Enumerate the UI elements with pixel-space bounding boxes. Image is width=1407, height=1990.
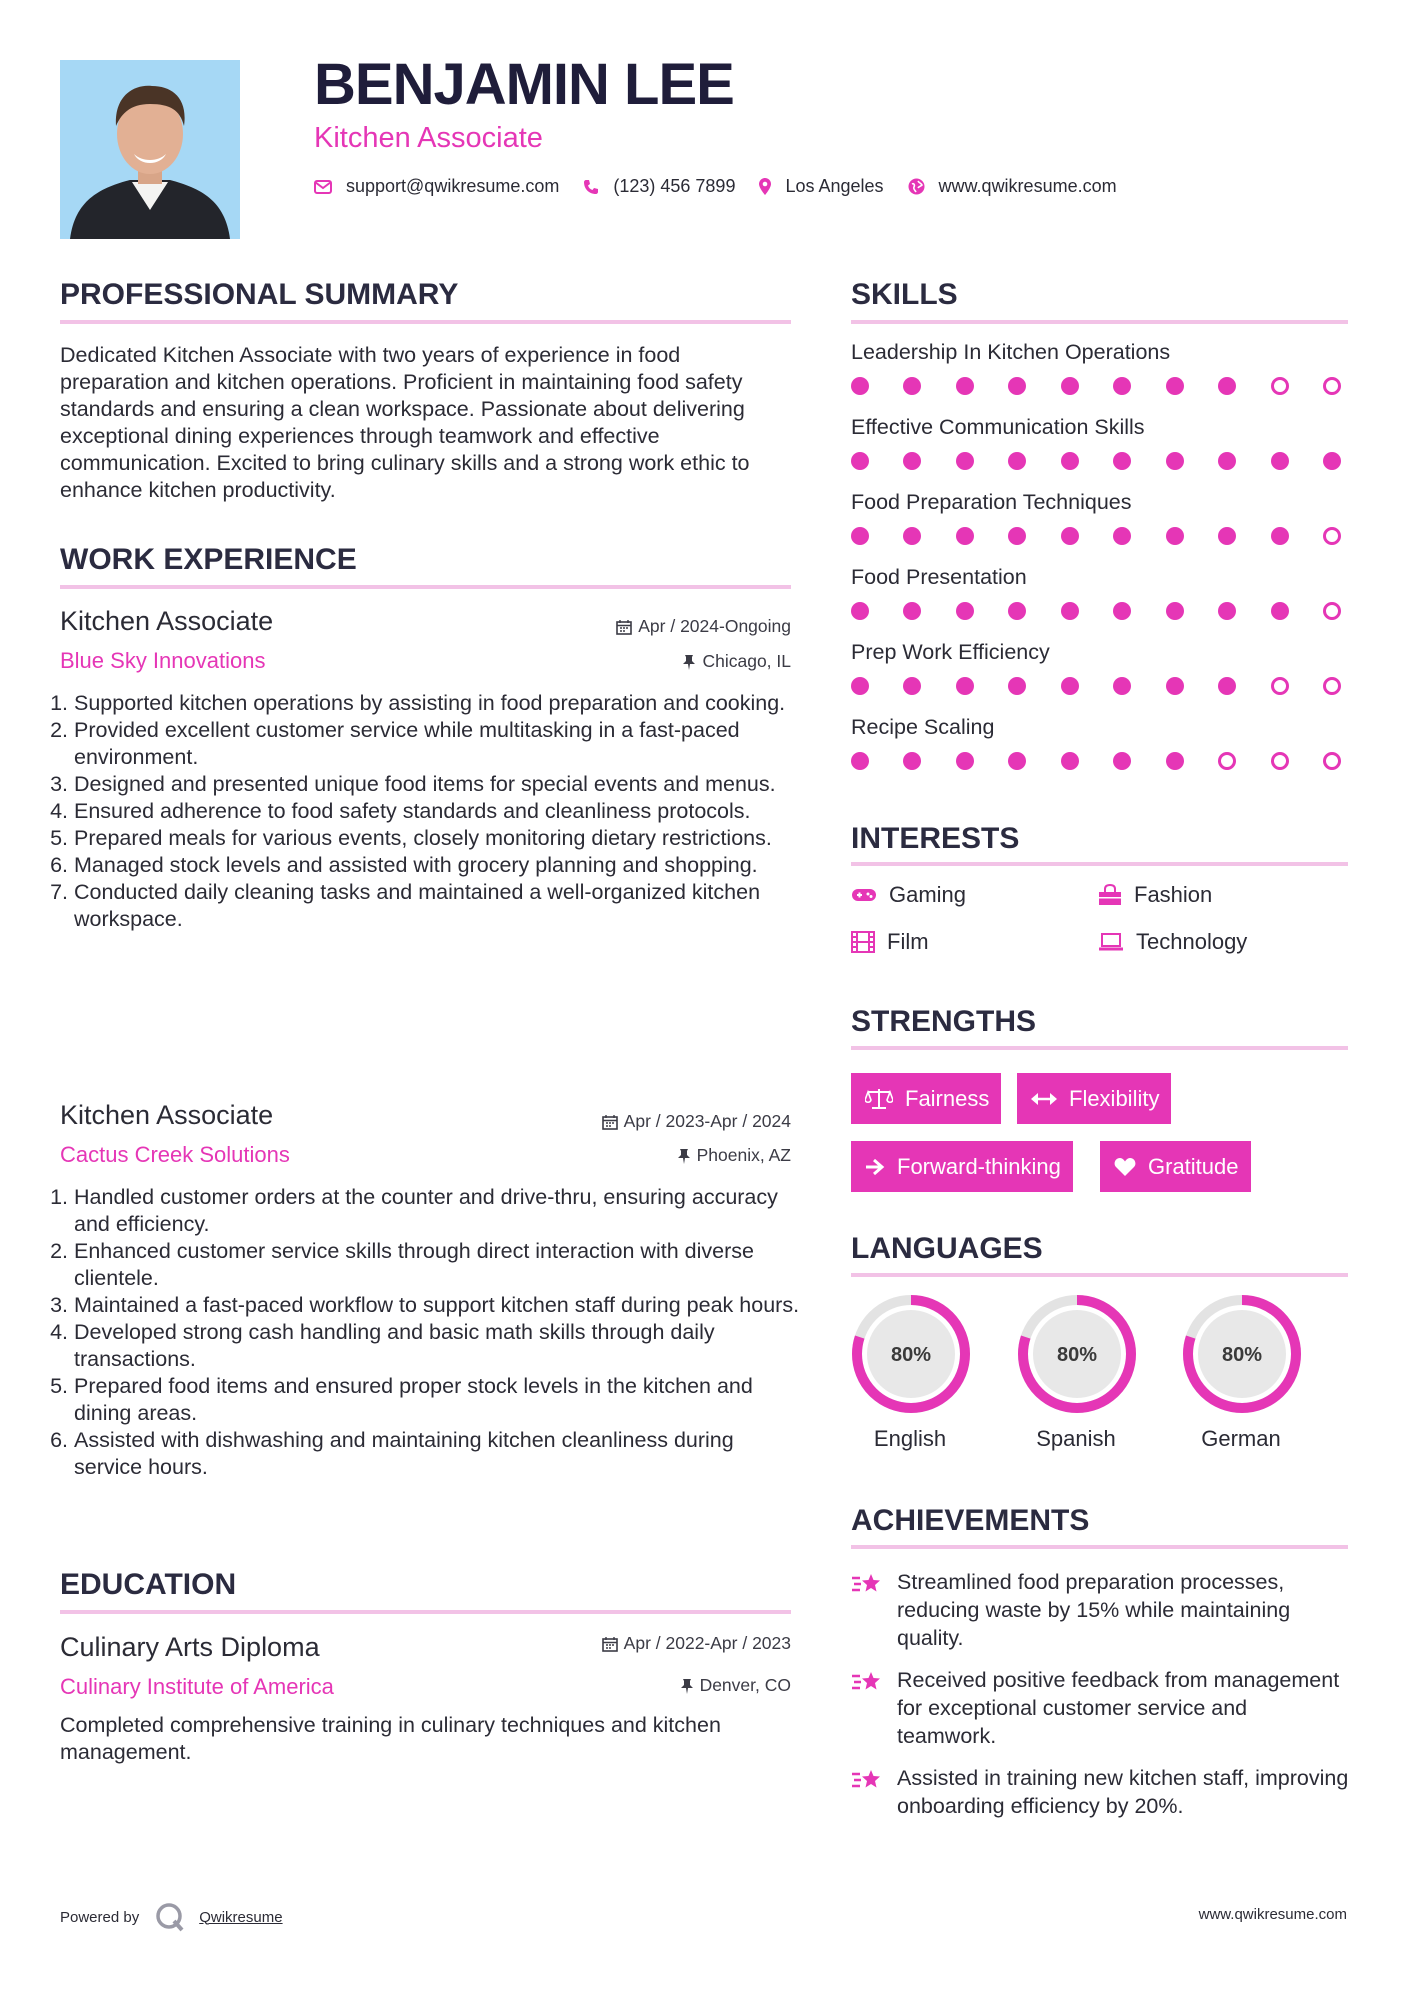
list-item: 7. Conducted daily cleaning tasks and maintained a well-organized kitchen workspace.: [74, 879, 794, 933]
rating-dot-filled: [1061, 752, 1079, 770]
achievements-list: [851, 1568, 1351, 1820]
skill-name: Food Presentation: [851, 565, 1027, 589]
rating-dot-filled: [1113, 377, 1131, 395]
list-item: 6. Managed stock levels and assisted with grocery planning and shopping.: [74, 852, 794, 879]
rating-dot-empty: [1218, 752, 1236, 770]
list-item: 6. Assisted with dishwashing and maintaining kitchen cleanliness during service hours.: [74, 1427, 804, 1481]
language-name: Spanish: [1036, 1426, 1116, 1451]
rating-dot-filled: [956, 377, 974, 395]
rating-dot-filled: [903, 377, 921, 395]
language-percent: 80%: [890, 1344, 932, 1366]
list-item: 1. Handled customer orders at the counter and drive-thru, ensuring accuracy and efficiency.: [74, 1184, 804, 1238]
list-item: 2. Enhanced customer service skills through direct interaction with diverse clientele.: [74, 1238, 804, 1292]
map-marker-icon: [759, 178, 771, 195]
list-item: 4. Developed strong cash handling and basic math skills through daily transactions.: [74, 1319, 804, 1373]
achievements-heading: ACHIEVEMENTS: [851, 1504, 1090, 1537]
list-item: 2. Provided excellent customer service while multitasking in a fast-paced environment.: [74, 717, 794, 771]
skill-rating: [851, 752, 1341, 770]
rating-dot-filled: [1218, 377, 1236, 395]
list-item: 4. Ensured adherence to food safety standards and cleanliness protocols.: [74, 798, 794, 825]
qwikresume-link[interactable]: Qwikresume: [199, 1908, 283, 1926]
rating-dot-empty: [1323, 602, 1341, 620]
experience-heading: WORK EXPERIENCE: [60, 543, 357, 576]
skills-divider: [851, 320, 1348, 324]
rating-dot-filled: [1166, 602, 1184, 620]
rating-dot-filled: [1113, 602, 1131, 620]
list-item: 5. Prepared meals for various events, closely monitoring dietary restrictions.: [74, 825, 794, 852]
rating-dot-filled: [1271, 527, 1289, 545]
heart-icon: [1114, 1157, 1136, 1177]
job-1-dates: Apr / 2024-Ongoing: [616, 616, 791, 637]
experience-divider: [60, 585, 791, 589]
education-school: Culinary Institute of America: [60, 1674, 334, 1699]
skill-item: [851, 640, 1351, 715]
qwikresume-logo-icon: [155, 1902, 185, 1932]
film-icon: [851, 931, 875, 953]
shooting-star-icon: [851, 1766, 883, 1794]
globe-icon: [908, 178, 925, 195]
rating-dot-filled: [851, 527, 869, 545]
pushpin-icon: [680, 1678, 694, 1694]
skill-item: [851, 490, 1351, 565]
list-item: 3. Designed and presented unique food items for special events and menus.: [74, 771, 794, 798]
pushpin-icon: [682, 654, 696, 670]
rating-dot-empty: [1323, 527, 1341, 545]
summary-heading: PROFESSIONAL SUMMARY: [60, 278, 459, 311]
languages-divider: [851, 1273, 1348, 1277]
job-1-role: Kitchen Associate: [60, 606, 274, 636]
calendar-icon: [602, 1114, 618, 1130]
rating-dot-filled: [1061, 602, 1079, 620]
skill-name: Food Preparation Techniques: [851, 490, 1132, 514]
education-description: Completed comprehensive training in culinary techniques and kitchen management.: [60, 1713, 721, 1764]
strength-flexibility: Flexibility: [1017, 1073, 1171, 1124]
rating-dot-filled: [851, 452, 869, 470]
job-2-duties: [56, 1184, 804, 1481]
rating-dot-filled: [903, 602, 921, 620]
rating-dot-filled: [1061, 377, 1079, 395]
envelope-icon: [314, 180, 332, 194]
rating-dot-filled: [1323, 452, 1341, 470]
rating-dot-filled: [956, 752, 974, 770]
rating-dot-filled: [1271, 602, 1289, 620]
rating-dot-filled: [851, 602, 869, 620]
job-1-company: Blue Sky Innovations: [60, 648, 266, 673]
rating-dot-filled: [1008, 527, 1026, 545]
rating-dot-empty: [1323, 752, 1341, 770]
footer-powered-by: Powered by Qwikresume: [60, 1902, 283, 1932]
job-2-dates: Apr / 2023-Apr / 2024: [602, 1111, 791, 1132]
rating-dot-filled: [903, 527, 921, 545]
rating-dot-filled: [903, 452, 921, 470]
footer-website[interactable]: www.qwikresume.com: [1198, 1906, 1347, 1923]
calendar-icon: [616, 619, 632, 635]
profile-photo: [60, 60, 240, 239]
rating-dot-filled: [1166, 677, 1184, 695]
education-divider: [60, 1610, 791, 1614]
rating-dot-filled: [1218, 527, 1236, 545]
rating-dot-empty: [1323, 677, 1341, 695]
rating-dot-filled: [1008, 677, 1026, 695]
contact-phone[interactable]: (123) 456 7899: [583, 176, 735, 197]
rating-dot-filled: [1166, 377, 1184, 395]
language-ring: [850, 1293, 972, 1415]
rating-dot-filled: [1271, 452, 1289, 470]
language-name: German: [1201, 1426, 1281, 1451]
rating-dot-filled: [1008, 752, 1026, 770]
rating-dot-filled: [1061, 452, 1079, 470]
rating-dot-filled: [1113, 452, 1131, 470]
skill-item: [851, 565, 1351, 640]
arrows-horizontal-icon: [1031, 1092, 1057, 1106]
achievements-divider: [851, 1545, 1348, 1549]
rating-dot-filled: [956, 677, 974, 695]
rating-dot-empty: [1271, 377, 1289, 395]
strengths-divider: [851, 1046, 1348, 1050]
skill-rating: [851, 527, 1341, 545]
contact-website[interactable]: www.qwikresume.com: [908, 176, 1117, 197]
language-ring: [1016, 1293, 1138, 1415]
rating-dot-filled: [1218, 452, 1236, 470]
languages-heading: LANGUAGES: [851, 1232, 1043, 1265]
phone-icon: [583, 179, 599, 195]
skill-item: [851, 715, 1351, 790]
interest-fashion: Fashion: [1098, 882, 1212, 908]
rating-dot-empty: [1323, 377, 1341, 395]
laptop-icon: [1098, 932, 1124, 952]
rating-dot-filled: [1008, 452, 1026, 470]
job-2-role: Kitchen Associate: [60, 1100, 274, 1130]
rating-dot-filled: [956, 602, 974, 620]
rating-dot-filled: [1061, 527, 1079, 545]
calendar-icon: [602, 1636, 618, 1652]
skill-name: Effective Communication Skills: [851, 415, 1145, 439]
interests-heading: INTERESTS: [851, 822, 1020, 855]
interest-film: Film: [851, 929, 929, 955]
interest-technology: Technology: [1098, 929, 1247, 955]
rating-dot-filled: [1113, 752, 1131, 770]
skill-name: Prep Work Efficiency: [851, 640, 1050, 664]
balance-scale-icon: [865, 1088, 893, 1110]
rating-dot-filled: [851, 677, 869, 695]
rating-dot-filled: [1113, 677, 1131, 695]
job-2-location: Phoenix, AZ: [677, 1145, 791, 1166]
strengths-heading: STRENGTHS: [851, 1005, 1037, 1038]
rating-dot-filled: [956, 527, 974, 545]
shooting-star-icon: [851, 1668, 883, 1696]
gamepad-icon: [851, 887, 877, 903]
skills-list: [851, 340, 1351, 790]
summary-text: Dedicated Kitchen Associate with two years of experience in food preparation and kitchen operations. Proficient in maintaining food safety standards and ensuring a clean workspace. Passionate about delivering exceptional dining experiences through teamwork and effective communication. Excited to bring culinary skills and a strong work ethic to enhance kitchen productivity.: [60, 343, 750, 502]
achievement-item: Received positive feedback from management for exceptional customer service and teamwork.: [851, 1666, 1351, 1750]
skill-rating: [851, 677, 1341, 695]
rating-dot-filled: [1061, 677, 1079, 695]
strength-forward-thinking: Forward-thinking: [851, 1141, 1073, 1192]
rating-dot-filled: [1166, 752, 1184, 770]
shopping-bag-icon: [1098, 884, 1122, 906]
achievement-item: Streamlined food preparation processes, reducing waste by 15% while maintaining quality.: [851, 1568, 1351, 1652]
rating-dot-filled: [1008, 602, 1026, 620]
list-item: 5. Prepared food items and ensured proper stock levels in the kitchen and dining areas.: [74, 1373, 804, 1427]
language-item: [850, 1293, 972, 1452]
contact-location: Los Angeles: [759, 176, 883, 197]
rating-dot-filled: [1008, 377, 1026, 395]
skill-rating: [851, 377, 1341, 395]
achievement-item: Assisted in training new kitchen staff, improving onboarding efficiency by 20%.: [851, 1764, 1351, 1820]
shooting-star-icon: [851, 1570, 883, 1598]
language-percent: 80%: [1056, 1344, 1098, 1366]
skill-item: [851, 415, 1351, 490]
list-item: 3. Maintained a fast-paced workflow to support kitchen staff during peak hours.: [74, 1292, 804, 1319]
arrow-right-icon: [865, 1158, 885, 1176]
language-item: [1181, 1293, 1303, 1452]
interests-divider: [851, 862, 1348, 866]
skill-rating: [851, 602, 1341, 620]
skills-heading: SKILLS: [851, 278, 958, 311]
summary-divider: [60, 320, 791, 324]
language-name: English: [873, 1426, 947, 1451]
candidate-title: Kitchen Associate: [314, 122, 543, 154]
rating-dot-filled: [1166, 452, 1184, 470]
rating-dot-empty: [1271, 677, 1289, 695]
education-location: Denver, CO: [680, 1675, 791, 1696]
interest-gaming: Gaming: [851, 882, 966, 908]
rating-dot-filled: [1166, 527, 1184, 545]
skill-name: Recipe Scaling: [851, 715, 995, 739]
rating-dot-filled: [956, 452, 974, 470]
candidate-name: BENJAMIN LEE: [314, 52, 734, 117]
language-percent: 80%: [1221, 1344, 1263, 1366]
rating-dot-filled: [851, 377, 869, 395]
skill-rating: [851, 452, 1341, 470]
list-item: 1. Supported kitchen operations by assisting in food preparation and cooking.: [74, 690, 794, 717]
rating-dot-filled: [851, 752, 869, 770]
pushpin-icon: [677, 1148, 691, 1164]
strength-fairness: Fairness: [851, 1073, 1001, 1124]
rating-dot-filled: [1218, 677, 1236, 695]
education-dates: Apr / 2022-Apr / 2023: [602, 1633, 791, 1654]
education-degree: Culinary Arts Diploma: [60, 1632, 320, 1662]
job-1-duties: [56, 690, 794, 933]
contact-bar: [314, 176, 1141, 197]
language-item: [1016, 1293, 1138, 1452]
rating-dot-filled: [903, 677, 921, 695]
contact-email[interactable]: support@qwikresume.com: [314, 176, 559, 197]
job-2-company: Cactus Creek Solutions: [60, 1142, 290, 1167]
rating-dot-filled: [903, 752, 921, 770]
rating-dot-filled: [1113, 527, 1131, 545]
language-ring: [1181, 1293, 1303, 1415]
education-heading: EDUCATION: [60, 1568, 237, 1601]
skill-item: [851, 340, 1351, 415]
rating-dot-filled: [1218, 602, 1236, 620]
strength-gratitude: Gratitude: [1100, 1141, 1251, 1192]
rating-dot-empty: [1271, 752, 1289, 770]
job-1-location: Chicago, IL: [682, 651, 791, 672]
skill-name: Leadership In Kitchen Operations: [851, 340, 1171, 364]
